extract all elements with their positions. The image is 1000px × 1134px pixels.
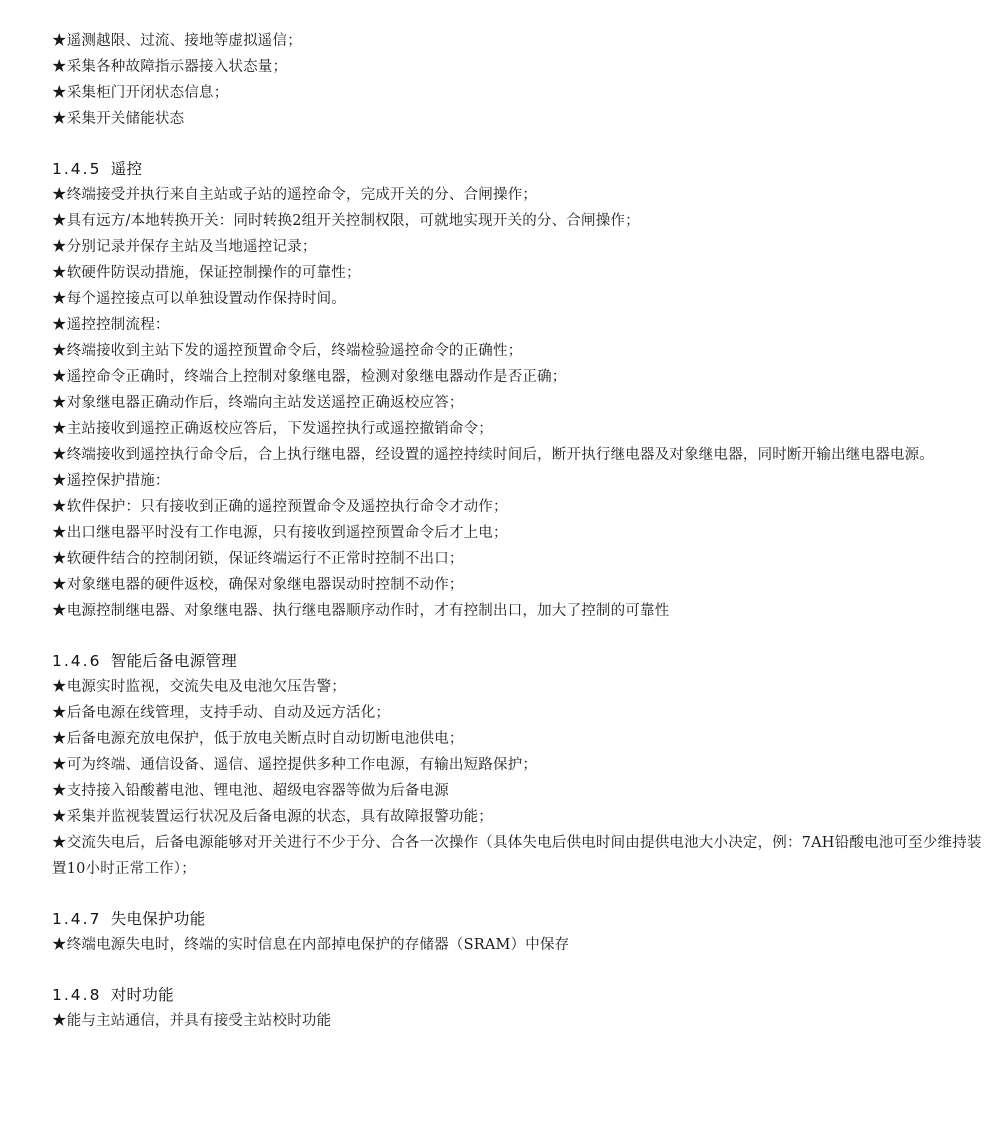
section-heading xyxy=(52,906,988,932)
list-item: ★终端接收到主站下发的遥控预置命令后，终端检验遥控命令的正确性； xyxy=(52,343,523,359)
list-item: ★采集柜门开闭状态信息； xyxy=(52,85,229,101)
section-heading xyxy=(52,156,988,182)
list-item: ★电源控制继电器、对象继电器、执行继电器顺序动作时，才有控制出口，加大了控制的可靠性 xyxy=(52,603,670,619)
list-item: ★遥控控制流程： xyxy=(52,317,170,333)
section-title: 智能后备电源管理 xyxy=(110,652,238,670)
section-title: 遥控 xyxy=(110,160,143,178)
list-item: ★主站接收到遥控正确返校应答后，下发遥控执行或遥控撤销命令； xyxy=(52,421,493,437)
list-item: ★对象继电器的硬件返校，确保对象继电器误动时控制不动作； xyxy=(52,577,464,593)
section-power-loss xyxy=(52,906,988,958)
section-number: 1.4.5 xyxy=(52,160,102,178)
list-item: ★软件保护：只有接收到正确的遥控预置命令及遥控执行命令才动作； xyxy=(52,499,508,515)
list-item: ★终端电源失电时，终端的实时信息在内部掉电保护的存储器（SRAM）中保存 xyxy=(52,937,570,953)
section-time-sync xyxy=(52,982,988,1034)
list-item: ★对象继电器正确动作后，终端向主站发送遥控正确返校应答； xyxy=(52,395,464,411)
list-item: ★具有远方/本地转换开关：同时转换2组开关控制权限，可就地实现开关的分、合闸操作； xyxy=(52,213,640,229)
list-item: ★可为终端、通信设备、遥信、遥控提供多种工作电源，有输出短路保护； xyxy=(52,757,538,773)
list-item: ★遥测越限、过流、接地等虚拟遥信； xyxy=(52,33,302,49)
list-item: ★终端接受并执行来自主站或子站的遥控命令，完成开关的分、合闸操作； xyxy=(52,187,538,203)
document-page xyxy=(52,28,988,1034)
list-item: ★遥控保护措施： xyxy=(52,473,170,489)
section-heading xyxy=(52,648,988,674)
list-item: ★后备电源充放电保护，低于放电关断点时自动切断电池供电； xyxy=(52,731,464,747)
section-spacer xyxy=(52,624,988,648)
section-number: 1.4.7 xyxy=(52,910,102,928)
section-backup-power xyxy=(52,648,988,882)
list-item: ★采集并监视装置运行状况及后备电源的状态，具有故障报警功能； xyxy=(52,809,493,825)
section-remote-control xyxy=(52,156,988,624)
list-item: ★每个遥控接点可以单独设置动作保持时间。 xyxy=(52,291,346,307)
list-item: ★分别记录并保存主站及当地遥控记录； xyxy=(52,239,317,255)
list-item: ★软硬件结合的控制闭锁，保证终端运行不正常时控制不出口； xyxy=(52,551,464,567)
list-item: ★交流失电后，后备电源能够对开关进行不少于分、合各一次操作（具体失电后供电时间由提供电池大小决定，例：7AH铅酸电池可至少维持装置10小时正常工作）； xyxy=(52,835,982,877)
list-item: ★出口继电器平时没有工作电源，只有接收到遥控预置命令后才上电； xyxy=(52,525,508,541)
section-spacer xyxy=(52,958,988,982)
section-number: 1.4.6 xyxy=(52,652,102,670)
list-item: ★遥控命令正确时，终端合上控制对象继电器，检测对象继电器动作是否正确； xyxy=(52,369,567,385)
list-item: ★后备电源在线管理，支持手动、自动及远方活化； xyxy=(52,705,391,721)
intro-list xyxy=(52,28,988,132)
section-spacer xyxy=(52,882,988,906)
list-item: ★支持接入铅酸蓄电池、锂电池、超级电容器等做为后备电源 xyxy=(52,783,449,799)
section-spacer xyxy=(52,132,988,156)
list-item: ★采集各种故障指示器接入状态量； xyxy=(52,59,288,75)
list-item: ★电源实时监视，交流失电及电池欠压告警； xyxy=(52,679,346,695)
section-title: 失电保护功能 xyxy=(110,910,206,928)
list-item: ★采集开关储能状态 xyxy=(52,111,185,127)
list-item: ★能与主站通信，并具有接受主站校时功能 xyxy=(52,1013,332,1029)
list-item: ★终端接收到遥控执行命令后，合上执行继电器，经设置的遥控持续时间后，断开执行继电器及对象继电器，同时断开输出继电器电源。 xyxy=(52,447,934,463)
section-heading xyxy=(52,982,988,1008)
list-item: ★软硬件防误动措施，保证控制操作的可靠性； xyxy=(52,265,361,281)
section-title: 对时功能 xyxy=(110,986,174,1004)
section-number: 1.4.8 xyxy=(52,986,102,1004)
